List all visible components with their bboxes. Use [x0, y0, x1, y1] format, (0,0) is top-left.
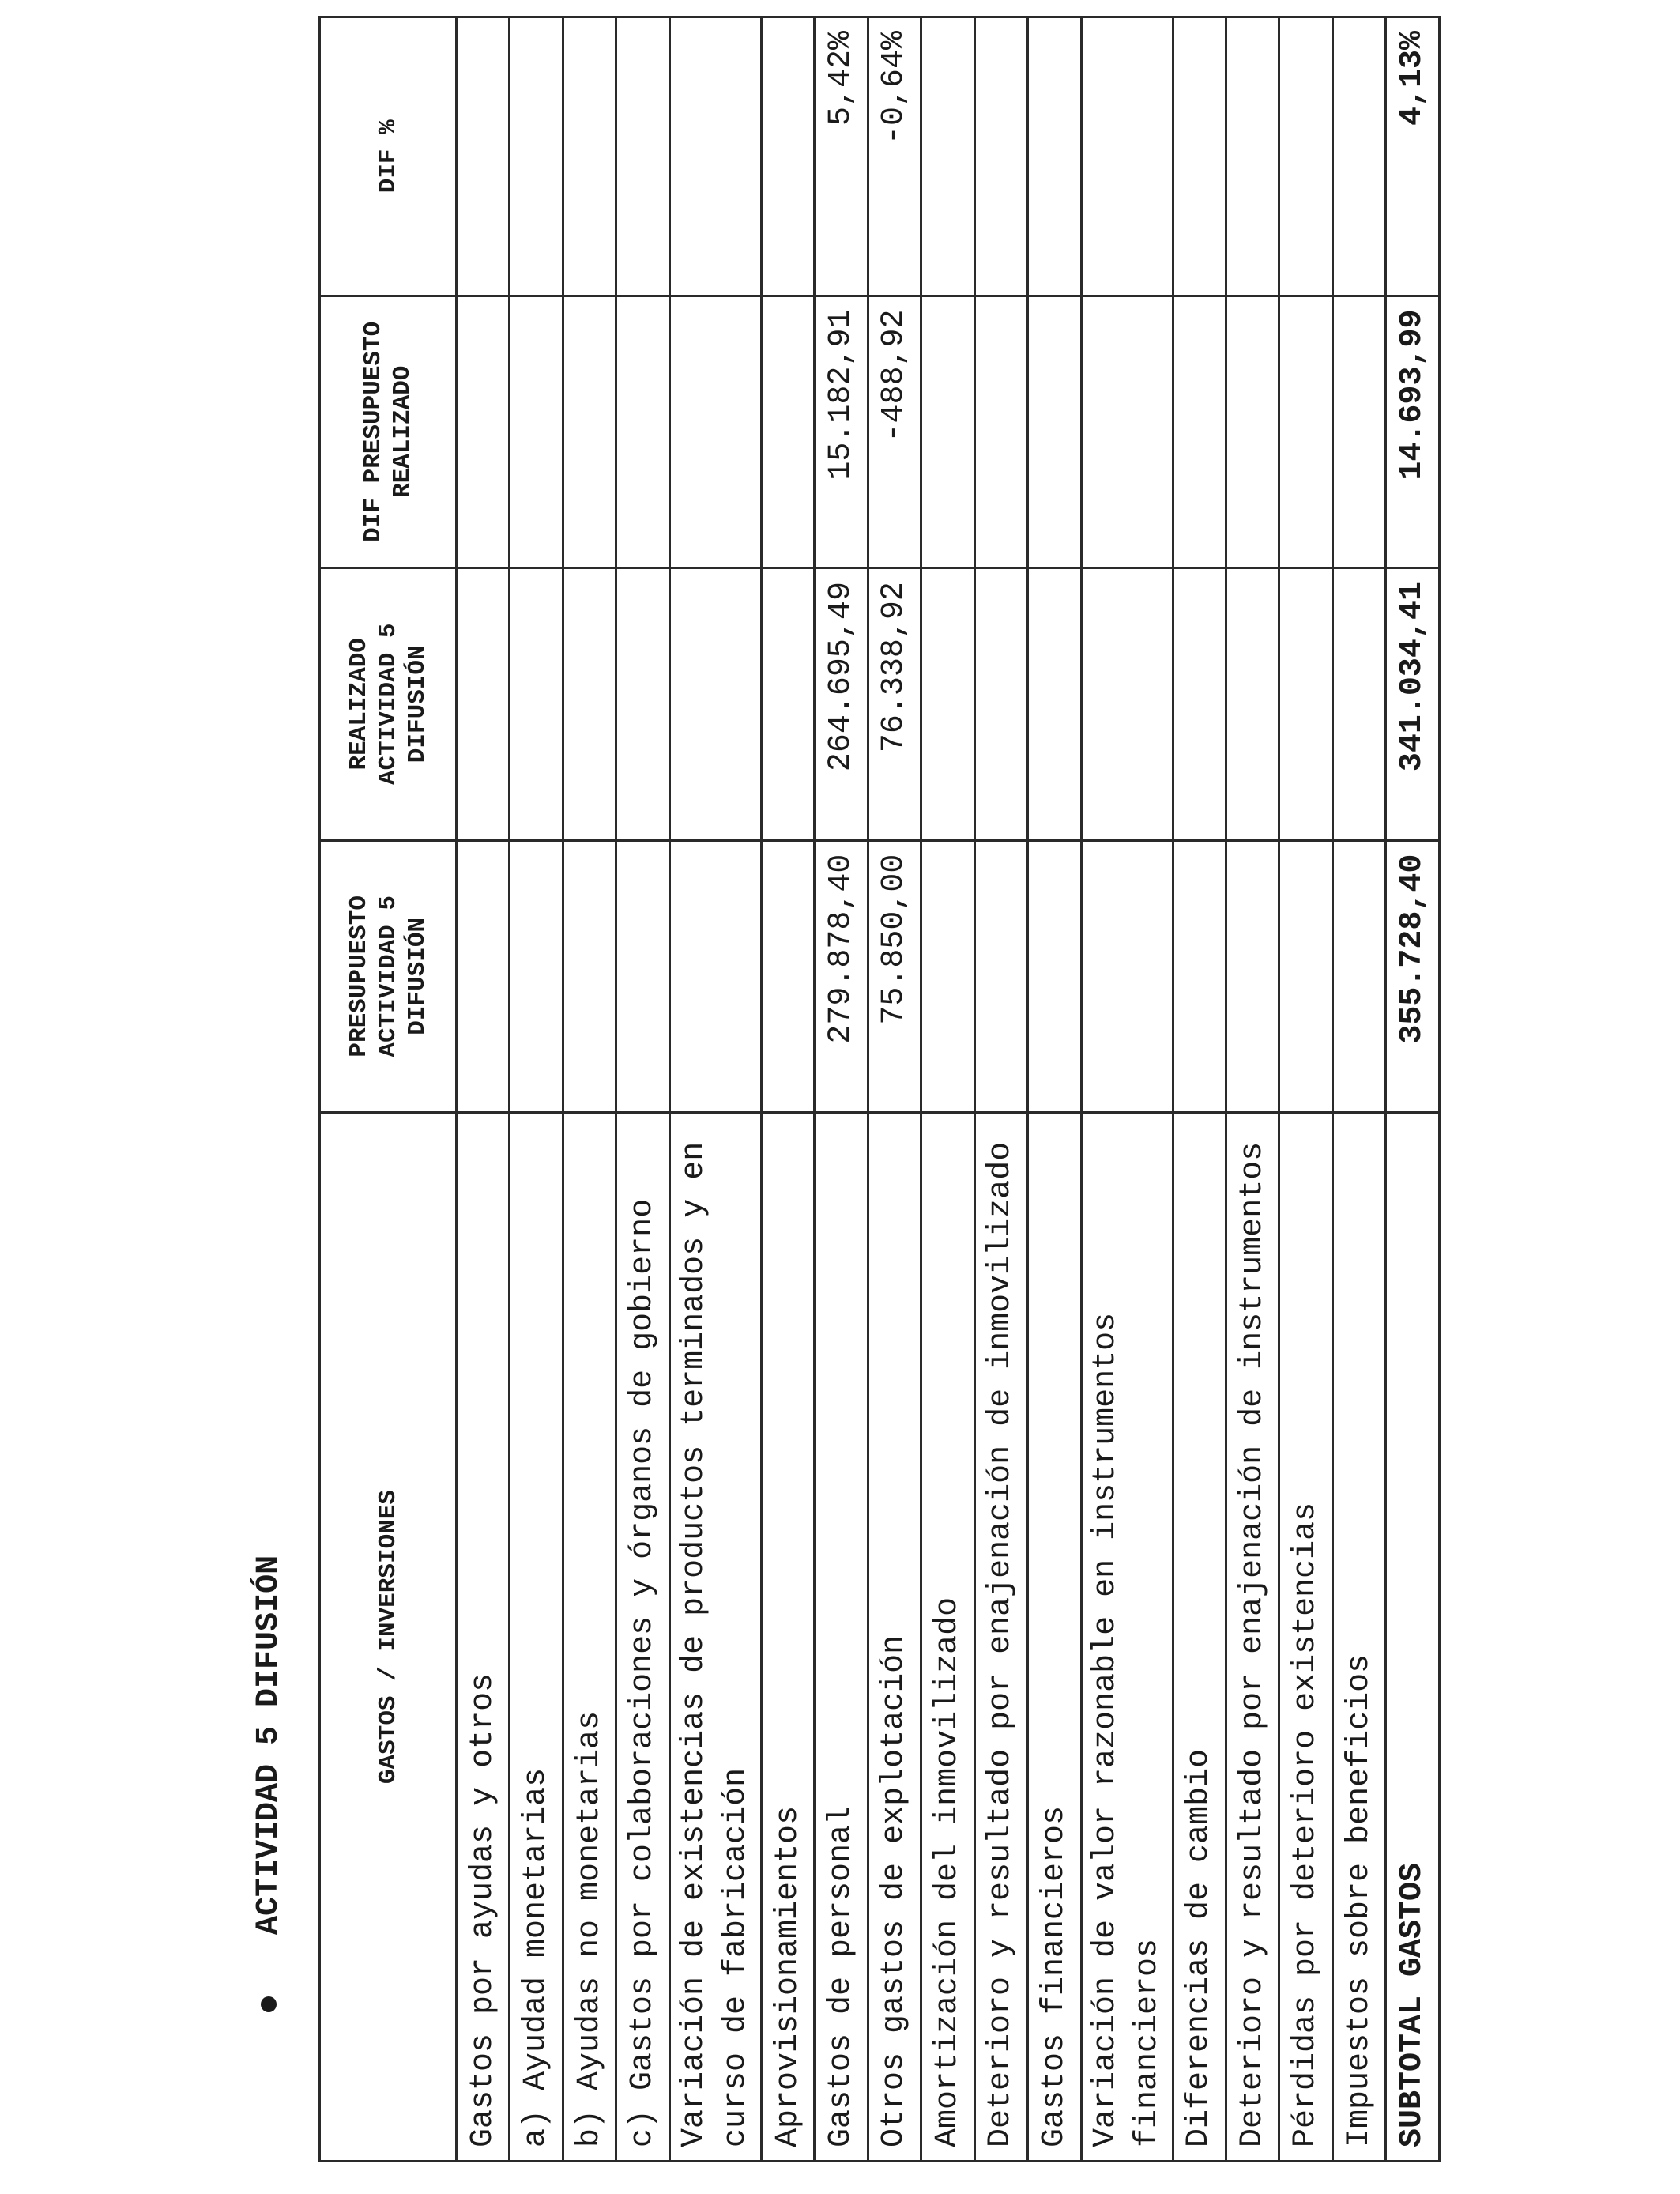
row-diff [563, 296, 616, 568]
header-pct: DIF % [320, 17, 457, 296]
row-diff: -488,92 [868, 296, 921, 568]
row-pct: 5,42% [815, 17, 868, 296]
row-concept: b) Ayudas no monetarias [563, 1113, 616, 2162]
header-budget: PRESUPUESTO ACTIVIDAD 5 DIFUSIÓN [320, 840, 457, 1113]
row-diff [616, 296, 669, 568]
row-budget [457, 840, 510, 1113]
table-row [1028, 17, 1081, 2162]
row-concept: Diferencias de cambio [1173, 1113, 1226, 2162]
row-pct [669, 17, 761, 296]
row-budget [1173, 840, 1226, 1113]
row-pct [1226, 17, 1279, 296]
row-diff [1028, 296, 1081, 568]
row-actual [1332, 568, 1385, 841]
header-diff: DIF PRESUPUESTO REALIZADO [320, 296, 457, 568]
row-actual [1173, 568, 1226, 841]
expenses-table [318, 16, 1441, 2162]
table-row [616, 17, 669, 2162]
row-pct [1081, 17, 1173, 296]
row-diff: 15.182,91 [815, 296, 868, 568]
header-actual: REALIZADO ACTIVIDAD 5 DIFUSIÓN [320, 568, 457, 841]
subtotal-diff: 14.693,99 [1386, 296, 1440, 568]
row-pct [761, 17, 814, 296]
row-diff [974, 296, 1027, 568]
row-concept: Gastos de personal [815, 1113, 868, 2162]
row-pct [1173, 17, 1226, 296]
row-actual [1028, 568, 1081, 841]
row-diff [1173, 296, 1226, 568]
row-diff [1081, 296, 1173, 568]
row-concept: Gastos por ayudas y otros [457, 1113, 510, 2162]
row-pct [974, 17, 1027, 296]
row-actual [1081, 568, 1173, 841]
row-concept: Gastos financieros [1028, 1113, 1081, 2162]
row-pct [1028, 17, 1081, 296]
row-actual: 76.338,92 [868, 568, 921, 841]
table-row [974, 17, 1027, 2162]
bullet-icon [261, 1996, 277, 2012]
row-budget [1332, 840, 1385, 1113]
row-pct: -0,64% [868, 17, 921, 296]
row-budget [974, 840, 1027, 1113]
row-pct [457, 17, 510, 296]
row-pct [1279, 17, 1332, 296]
table-row [921, 17, 974, 2162]
row-budget [1226, 840, 1279, 1113]
row-actual [457, 568, 510, 841]
row-budget [616, 840, 669, 1113]
row-budget [1279, 840, 1332, 1113]
row-diff [1332, 296, 1385, 568]
row-concept: Pérdidas por deterioro existencias [1279, 1113, 1332, 2162]
row-actual [921, 568, 974, 841]
row-actual [1226, 568, 1279, 841]
row-pct [563, 17, 616, 296]
table-row [761, 17, 814, 2162]
subtotal-actual: 341.034,41 [1386, 568, 1440, 841]
subtotal-row [1386, 17, 1440, 2162]
row-actual: 264.695,49 [815, 568, 868, 841]
row-budget [921, 840, 974, 1113]
table-row [669, 17, 761, 2162]
table-row [1332, 17, 1385, 2162]
row-pct [921, 17, 974, 296]
row-concept: Variación de valor razonable en instrumentos financieros [1081, 1113, 1173, 2162]
row-pct [510, 17, 563, 296]
row-budget [1028, 840, 1081, 1113]
table-row [457, 17, 510, 2162]
header-concept: GASTOS / INVERSIONES [320, 1113, 457, 2162]
table-row [815, 17, 868, 2162]
row-concept: Otros gastos de explotación [868, 1113, 921, 2162]
table-row [868, 17, 921, 2162]
row-diff [669, 296, 761, 568]
row-budget: 279.878,40 [815, 840, 868, 1113]
row-concept: Aprovisionamientos [761, 1113, 814, 2162]
table-row [1081, 17, 1173, 2162]
table-row [1173, 17, 1226, 2162]
row-concept: Amortización del inmovilizado [921, 1113, 974, 2162]
row-concept: Variación de existencias de productos terminados y en curso de fabricación [669, 1113, 761, 2162]
subtotal-pct: 4,13% [1386, 17, 1440, 296]
row-concept: c) Gastos por colaboraciones y órganos de gobierno [616, 1113, 669, 2162]
table-row [563, 17, 616, 2162]
row-pct [616, 17, 669, 296]
section-title: ACTIVIDAD 5 DIFUSIÓN [250, 1555, 287, 1935]
row-budget [1081, 840, 1173, 1113]
row-actual [669, 568, 761, 841]
row-pct [1332, 17, 1385, 296]
row-budget [563, 840, 616, 1113]
row-actual [1279, 568, 1332, 841]
subtotal-budget: 355.728,40 [1386, 840, 1440, 1113]
section-heading [245, 1555, 292, 2012]
row-actual [563, 568, 616, 841]
row-concept: Deterioro y resultado por enajenación de instrumentos [1226, 1113, 1279, 2162]
subtotal-label: SUBTOTAL GASTOS [1386, 1113, 1440, 2162]
row-budget [669, 840, 761, 1113]
row-concept: Impuestos sobre beneficios [1332, 1113, 1385, 2162]
row-actual [510, 568, 563, 841]
header-row [320, 17, 457, 2162]
table-row [510, 17, 563, 2162]
row-budget: 75.850,00 [868, 840, 921, 1113]
row-budget [761, 840, 814, 1113]
row-actual [616, 568, 669, 841]
row-diff [510, 296, 563, 568]
table-row [1226, 17, 1279, 2162]
row-diff [457, 296, 510, 568]
row-concept: Deterioro y resultado por enajenación de inmovilizado [974, 1113, 1027, 2162]
table-row [1279, 17, 1332, 2162]
row-diff [921, 296, 974, 568]
row-actual [761, 568, 814, 841]
row-actual [974, 568, 1027, 841]
row-diff [761, 296, 814, 568]
row-diff [1279, 296, 1332, 568]
row-budget [510, 840, 563, 1113]
row-concept: a) Ayudad monetarias [510, 1113, 563, 2162]
row-diff [1226, 296, 1279, 568]
